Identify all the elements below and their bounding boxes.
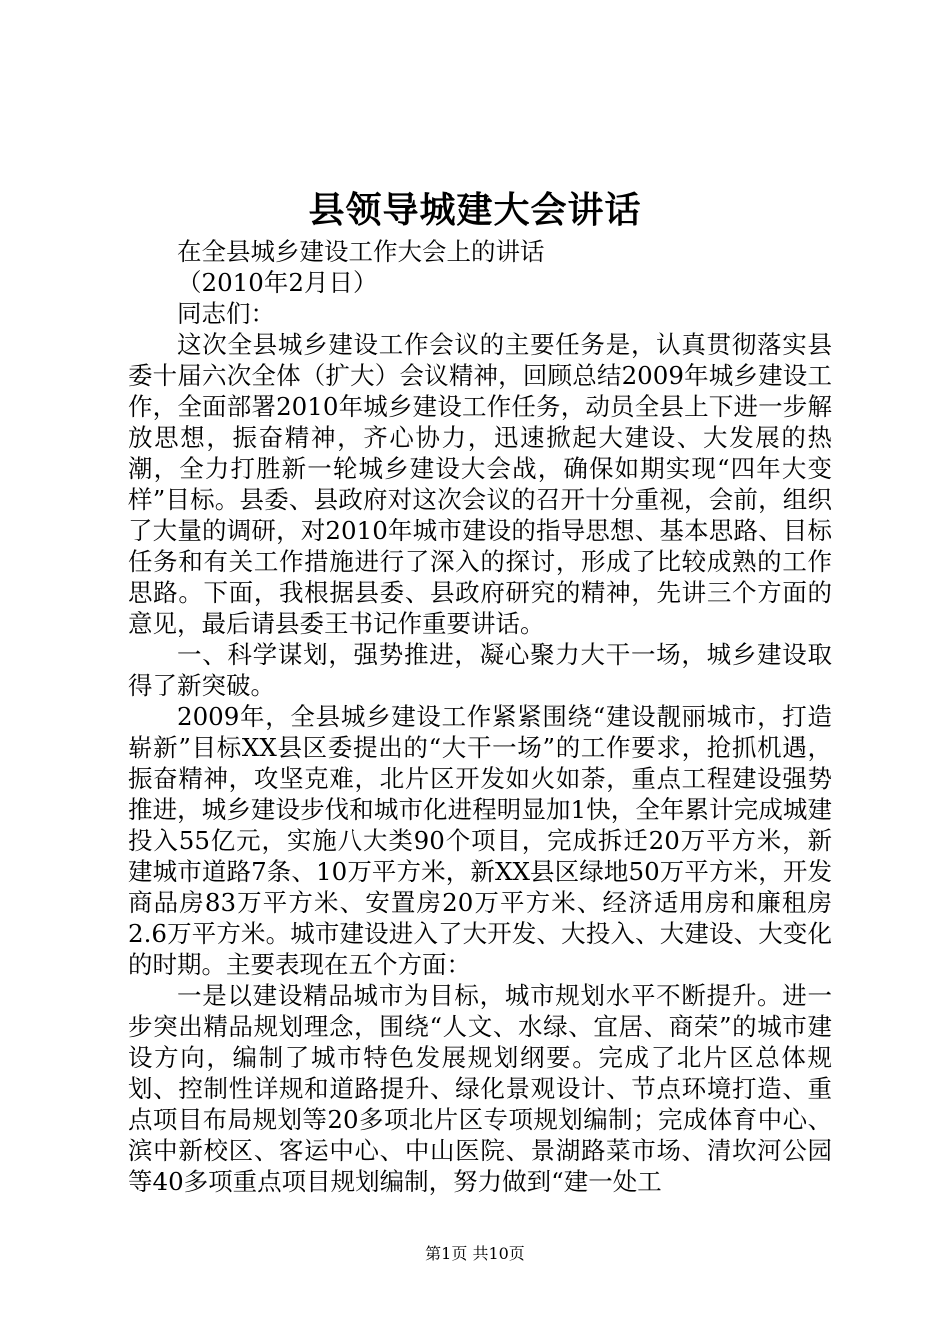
body-paragraph: 2009年，全县城乡建设工作紧紧围绕“建设靓丽城市，打造崭新”目标XX县区委提出的“大干一场”的工作要求，抢抓机遇，振奋精神，攻坚克难，北片区开发如火如荼，重点工程建设强势推进，城乡建设步伐和城市化进程明显加1快，全年累计完成城建投入55亿元，实施八大类90个项目，完成拆迁20万平方米，新建城市道路7条、10万平方米，新XX县区绿地50万平方米，开发商品房83万平方米、安置房20万平方米、经济适用房和廉租房2.6万平方米。城市建设进入了大开发、大投入、大建设、大变化的时期。主要表现在五个方面： — [128, 702, 832, 979]
speech-date: （2010年2月日） — [177, 268, 378, 297]
document-body — [128, 236, 832, 1197]
document-title: 县领导城建大会讲话 — [308, 189, 642, 231]
page-footer: 第1页 共10页 — [425, 1244, 525, 1263]
body-paragraph: 这次全县城乡建设工作会议的主要任务是，认真贯彻落实县委十届六次全体（扩大）会议精神，回顾总结2009年城乡建设工作，全面部署2010年城乡建设工作任务，动员全县上下进一步解放思想，振奋精神，齐心协力，迅速掀起大建设、大发展的热潮，全力打胜新一轮城乡建设大会战，确保如期实现“四年大变样”目标。县委、县政府对这次会议的召开十分重视，会前，组织了大量的调研，对2010年城市建设的指导思想、基本思路、目标任务和有关工作措施进行了深入的探讨，形成了比较成熟的工作思路。下面，我根据县委、县政府研究的精神，先讲三个方面的意见，最后请县委王书记作重要讲话。 — [128, 330, 832, 638]
speech-subtitle: 在全县城乡建设工作大会上的讲话 — [177, 237, 545, 266]
section-heading: 一、科学谋划，强势推进，凝心聚力大干一场，城乡建设取得了新突破。 — [128, 640, 832, 700]
body-paragraph: 一是以建设精品城市为目标，城市规划水平不断提升。进一步突出精品规划理念，围绕“人文、水绿、宜居、商荣”的城市建设方向，编制了城市特色发展规划纲要。完成了北片区总体规划、控制性详规和道路提升、绿化景观设计、节点环境打造、重点项目布局规划等20多项北片区专项规划编制；完成体育中心、滨中新校区、客运中心、中山医院、景湖路菜市场、清坎河公园等40多项重点项目规划编制，努力做到“建一处工 — [128, 981, 832, 1196]
salutation: 同志们： — [177, 299, 275, 328]
